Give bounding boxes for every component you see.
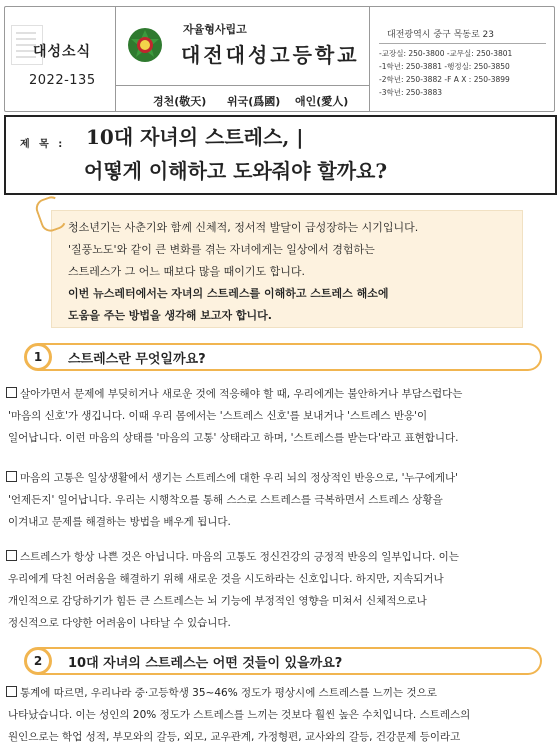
intro-line: '질풍노도'와 같이 큰 변화를 겪는 자녀에게는 일상에서 경험하는: [68, 243, 375, 256]
phone-list: [379, 47, 512, 99]
intro-line: 청소년기는 사춘기와 함께 신체적, 정서적 발달이 급성장하는 시기입니다.: [68, 221, 419, 234]
issue-title: 대성소식: [33, 44, 92, 60]
school-subtitle: 자율형사립고: [183, 23, 247, 36]
motto-item: 애인(愛人): [295, 95, 349, 108]
section-1-paragraph-1: [6, 383, 462, 449]
school-block: [115, 7, 370, 111]
motto-item: 경천(敬天): [153, 95, 207, 108]
para-line: 정신적으로 다양한 어려움이 나타날 수 있습니다.: [8, 617, 231, 629]
phone-line: -2학년: 250-3882 -F A X : 250-3899: [379, 75, 510, 84]
school-address: 대전광역시 중구 목동로 23: [387, 30, 494, 40]
section-number: 2: [24, 647, 52, 675]
section-title: 스트레스란 무엇일까요?: [68, 352, 206, 367]
para-text: 통계에 따르면, 우리나라 중·고등학생 35~46% 정도가 평상시에 스트레스를 느끼는 것으로: [20, 687, 437, 699]
motto-item: 위국(爲國): [227, 95, 281, 108]
para-line: 개인적으로 감당하기가 힘든 큰 스트레스는 뇌 기능에 부정적인 영향을 미쳐서 신체적으로나: [8, 595, 427, 607]
issue-number: 2022-135: [29, 73, 96, 88]
checkbox-icon: [6, 550, 17, 561]
intro-line: 도움을 주는 방법을 생각해 보고자 합니다.: [68, 309, 272, 322]
phone-line: -교장실: 250-3800 -교무실: 250-3801: [379, 49, 513, 58]
contact-block: [369, 7, 554, 111]
section-1-paragraph-3: [6, 546, 459, 634]
school-emblem-icon: [127, 27, 163, 63]
section-2-paragraph-1: [6, 682, 470, 748]
title-box: [4, 115, 557, 195]
para-line: 일어납니다. 이런 마음의 상태를 '마음의 고통' 상태라고 하며, '스트레스를 받는다'라고 표현합니다.: [8, 432, 459, 444]
school-name: 대전대성고등학교: [181, 43, 360, 67]
title-line-2: 어떻게 이해하고 도와줘야 할까요?: [84, 159, 388, 183]
section-2-header: [16, 647, 542, 675]
para-text: 마음의 고통은 일상생활에서 생기는 스트레스에 대한 우리 뇌의 정상적인 반응으로, '누구에게나': [20, 472, 459, 484]
para-line: 우리에게 닥친 어려움을 해결하기 위해 새로운 것을 시도하라는 신호입니다. 하지만, 지속되거나: [8, 573, 444, 585]
para-line: [6, 546, 459, 568]
issue-block: [5, 7, 116, 111]
checkbox-icon: [6, 471, 17, 482]
checkbox-icon: [6, 387, 17, 398]
title-label: 제 목 :: [20, 139, 66, 150]
para-line: [6, 383, 462, 405]
title-line-1: 10대 자녀의 스트레스, |: [86, 125, 304, 149]
para-line: [6, 682, 470, 704]
section-1-paragraph-2: [6, 467, 458, 533]
para-line: 나타났습니다. 이는 성인의 20% 정도가 스트레스를 느끼는 것보다 훨씬 높은 수치입니다. 스트레스의: [8, 709, 471, 721]
para-line: 원인으로는 학업 성적, 부모와의 갈등, 외모, 교우관계, 가정형편, 교사와의 갈등, 건강문제 등이라고: [8, 731, 461, 743]
phone-line: -1학년: 250-3881 -행정실: 250-3850: [379, 62, 510, 71]
section-number: 1: [24, 343, 52, 371]
newsletter-header: [4, 6, 555, 112]
para-line: 이겨내고 문제를 해결하는 방법을 배우게 됩니다.: [8, 516, 231, 528]
para-line: '마음의 신호'가 생깁니다. 이때 우리 몸에서는 '스트레스 신호'를 보내거나 '스트레스 반응'이: [8, 410, 428, 422]
school-motto: [115, 85, 369, 112]
intro-note: [51, 210, 523, 328]
para-line: [6, 467, 458, 489]
divider: [379, 43, 546, 44]
para-text: 스트레스가 항상 나쁜 것은 아닙니다. 마음의 고통도 정신건강의 긍정적 반응의 일부입니다. 이는: [20, 551, 459, 563]
section-title: 10대 자녀의 스트레스는 어떤 것들이 있을까요?: [68, 656, 343, 671]
phone-line: -3학년: 250-3883: [379, 88, 442, 97]
para-text: 살아가면서 문제에 부딪히거나 새로운 것에 적응해야 할 때, 우리에게는 불안하거나 부담스럽다는: [20, 388, 463, 400]
section-1-header: [16, 343, 542, 371]
para-line: '언제든지' 일어납니다. 우리는 시행착오를 통해 스스로 스트레스를 극복하면서 스트레스 상황을: [8, 494, 443, 506]
intro-line: 이번 뉴스레터에서는 자녀의 스트레스를 이해하고 스트레스 해소에: [68, 287, 389, 300]
checkbox-icon: [6, 686, 17, 697]
intro-line: 스트레스가 그 어느 때보다 많을 때이기도 합니다.: [68, 265, 305, 278]
